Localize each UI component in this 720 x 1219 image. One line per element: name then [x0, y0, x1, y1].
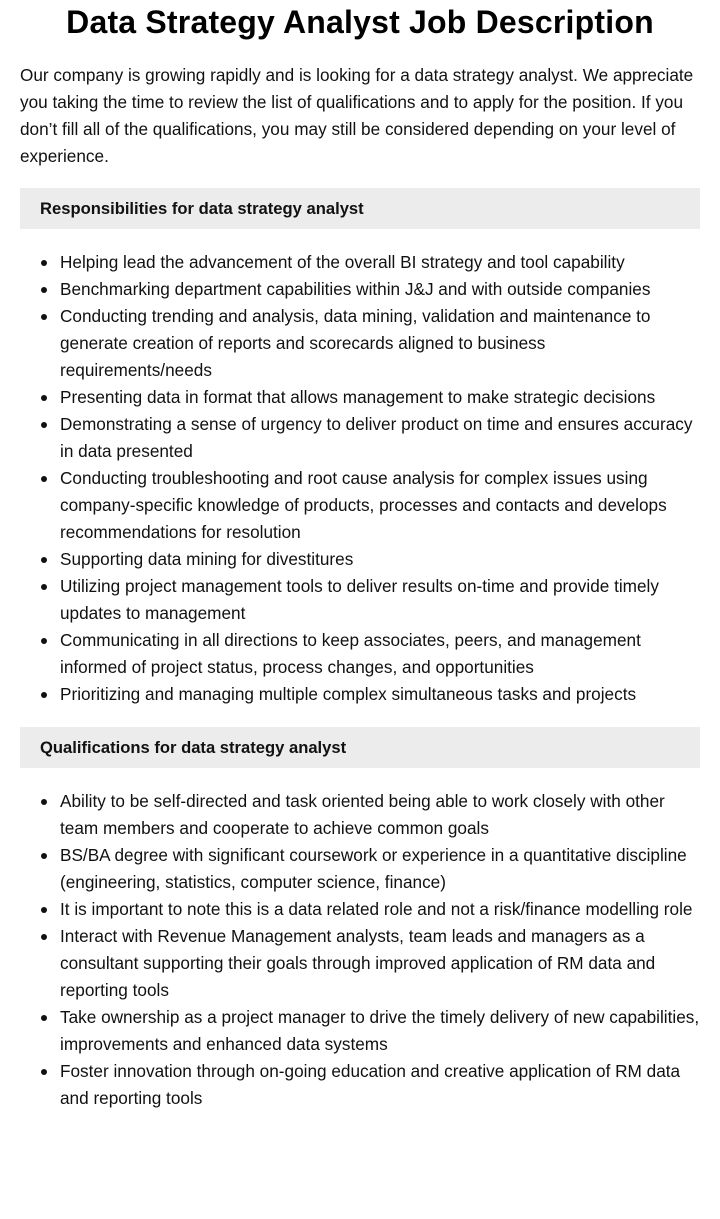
- bullet-icon: [41, 476, 47, 482]
- bullet-icon: [41, 692, 47, 698]
- list-item: [20, 546, 700, 573]
- bullet-icon: [41, 934, 47, 940]
- list-item: [20, 465, 700, 546]
- list-item-text: Ability to be self-directed and task oriented being able to work closely with other team members and cooperate to achieve common goals: [60, 791, 665, 838]
- list-item-text: Presenting data in format that allows management to make strategic decisions: [60, 387, 656, 407]
- bullet-icon: [41, 1015, 47, 1021]
- list-item: [20, 842, 700, 896]
- list-item-text: Interact with Revenue Management analysts, team leads and managers as a consultant supporting their goals through improved application of RM data and reporting tools: [60, 926, 656, 1000]
- list-item-text: Demonstrating a sense of urgency to deliver product on time and ensures accuracy in data presented: [60, 414, 693, 461]
- list-item-text: Benchmarking department capabilities within J&J and with outside companies: [60, 279, 651, 299]
- bullet-icon: [41, 907, 47, 913]
- responsibilities-list: [20, 249, 700, 708]
- list-item: [20, 896, 700, 923]
- bullet-icon: [41, 853, 47, 859]
- list-item-text: BS/BA degree with significant coursework or experience in a quantitative discipline (engineering, statistics, computer science, finance): [60, 845, 687, 892]
- list-item-text: Utilizing project management tools to deliver results on-time and provide timely updates to management: [60, 576, 659, 623]
- list-item-text: Supporting data mining for divestitures: [60, 549, 354, 569]
- list-item: [20, 411, 700, 465]
- list-item: [20, 249, 700, 276]
- responsibilities-heading: Responsibilities for data strategy analyst: [20, 188, 700, 229]
- bullet-icon: [41, 422, 47, 428]
- list-item-text: It is important to note this is a data related role and not a risk/finance modelling role: [60, 899, 693, 919]
- list-item-text: Take ownership as a project manager to drive the timely delivery of new capabilities, improvements and enhanced data systems: [60, 1007, 700, 1054]
- list-item-text: Foster innovation through on-going education and creative application of RM data and reporting tools: [60, 1061, 681, 1108]
- bullet-icon: [41, 799, 47, 805]
- bullet-icon: [41, 395, 47, 401]
- list-item-text: Conducting troubleshooting and root cause analysis for complex issues using company-specific knowledge of products, processes and contacts and develops recommendations for resolution: [60, 468, 667, 542]
- page-title: Data Strategy Analyst Job Description: [66, 4, 654, 40]
- list-item: [20, 681, 700, 708]
- bullet-icon: [41, 287, 47, 293]
- list-item: [20, 627, 700, 681]
- list-item: [20, 1004, 700, 1058]
- list-item: [20, 788, 700, 842]
- list-item: [20, 303, 700, 384]
- list-item-text: Helping lead the advancement of the overall BI strategy and tool capability: [60, 252, 625, 272]
- bullet-icon: [41, 260, 47, 266]
- intro-paragraph: Our company is growing rapidly and is looking for a data strategy analyst. We appreciate you taking the time to review the list of qualifications and to apply for the position. If you don’t fill all of the qualifications, you may still be considered depending on your level of experience.: [20, 65, 694, 166]
- bullet-icon: [41, 314, 47, 320]
- list-item: [20, 923, 700, 1004]
- list-item-text: Conducting trending and analysis, data mining, validation and maintenance to generate creation of reports and scorecards aligned to business requirements/needs: [60, 306, 651, 380]
- qualifications-heading: Qualifications for data strategy analyst: [20, 727, 700, 768]
- bullet-icon: [41, 638, 47, 644]
- list-item-text: Prioritizing and managing multiple complex simultaneous tasks and projects: [60, 684, 637, 704]
- list-item-text: Communicating in all directions to keep associates, peers, and management informed of project status, process changes, and opportunities: [60, 630, 641, 677]
- list-item: [20, 1058, 700, 1112]
- bullet-icon: [41, 584, 47, 590]
- list-item: [20, 276, 700, 303]
- bullet-icon: [41, 1069, 47, 1075]
- bullet-icon: [41, 557, 47, 563]
- list-item: [20, 384, 700, 411]
- list-item: [20, 573, 700, 627]
- qualifications-list: [20, 788, 700, 1112]
